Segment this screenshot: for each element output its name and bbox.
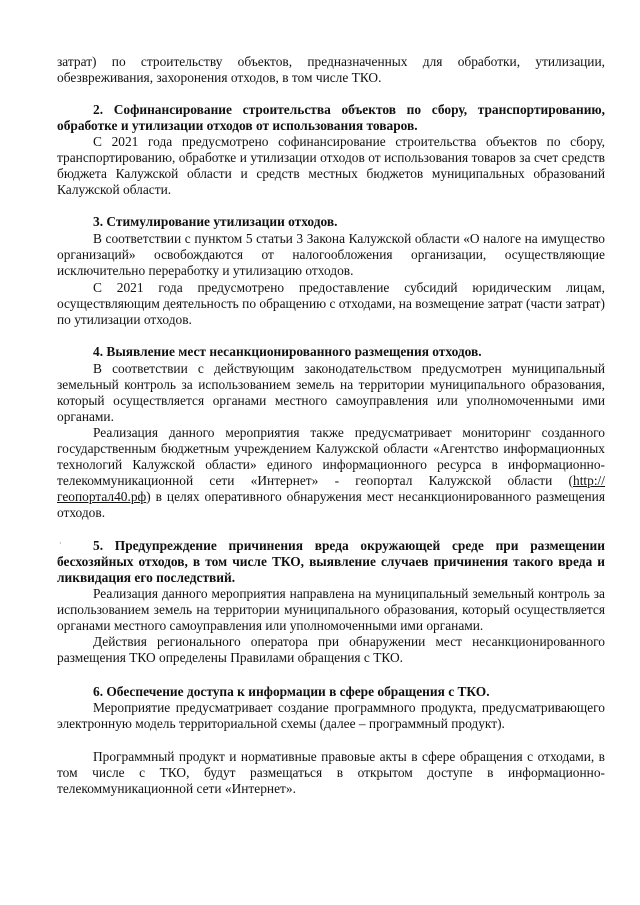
section-2-paragraph-1: С 2021 года предусмотрено софинансирование строительства объектов по сбору, транспортированию, обработке и утилизации отходов от использования товаров за счет средств бюджета Калужской области и средств местных бюджетов муниципальных образований Калужской области. — [57, 134, 605, 197]
section-3-paragraph-1: В соответствии с пунктом 5 статьи 3 Закона Калужской области «О налоге на имущество организаций» освобождаются от налогообложения организации, осуществляющие исключительно переработку и утилизацию отходов. — [57, 231, 605, 278]
section-6-heading: 6. Обеспечение доступа к информации в сфере обращения с ТКО. — [93, 684, 490, 699]
section-3-paragraph-2: С 2021 года предусмотрено предоставление субсидий юридическим лицам, осуществляющим деятельность по обращению с отходами, на возмещение затрат (части затрат) по утилизации отходов. — [57, 280, 605, 327]
section-5-paragraph-1: Реализация данного мероприятия направлена на муниципальный земельный контроль за использованием земель на территории муниципального образования, который осуществляется органами местного самоуправления или уполномоченными ими органами. — [57, 586, 605, 633]
section-6-paragraph-1: Мероприятие предусматривает создание программного продукта, предусматривающего электронную модель территориальной схемы (далее – программный продукт). — [57, 700, 605, 731]
scan-speck: · — [59, 539, 62, 548]
section-4-paragraph-2-text-b: ) в целях оперативного обнаружения мест несанкционированного размещения отходов. — [57, 489, 605, 520]
section-4-paragraph-1: В соответствии с действующим законодательством предусмотрен муниципальный земельный контроль за использованием земель на территории муниципального образования, который осуществляется органами местного самоуправления или уполномоченными ими органами. — [57, 361, 605, 424]
section-4-paragraph-2 — [57, 425, 605, 521]
section-5-heading: 5. Предупреждение причинения вреда окружающей среде при размещении бесхозяйных отходов, в том числе ТКО, выявление случаев причинения такого вреда и ликвидация его последствий. — [57, 538, 605, 585]
section-4-heading: 4. Выявление мест несанкционированного размещения отходов. — [93, 344, 482, 359]
section-6-paragraph-2: Программный продукт и нормативные правовые акты в сфере обращения с отходами, в том числе с ТКО, будут размещаться в открытом доступе в информационно-телекоммуникационной сети «Интернет». — [57, 749, 605, 796]
paragraph-continuation: затрат) по строительству объектов, предназначенных для обработки, утилизации, обезвреживания, захоронения отходов, в том числе ТКО. — [57, 54, 605, 85]
section-2-heading: 2. Софинансирование строительства объектов по сбору, транспортированию, обработке и утилизации отходов от использования товаров. — [57, 102, 605, 133]
section-3-heading: 3. Стимулирование утилизации отходов. — [93, 214, 338, 229]
section-5-paragraph-2: Действия регионального оператора при обнаружении мест несанкционированного размещения ТКО определены Правилами обращения с ТКО. — [57, 634, 605, 665]
geoportal-link[interactable]: http://геопортал40.рф — [57, 473, 605, 504]
section-4-paragraph-2-text-a: Реализация данного мероприятия также предусматривает мониторинг созданного государственным бюджетным учреждением Калужской области «Агентство информационных технологий Калужской области» единого информационного ресурса в информационно-телекоммуникационной сети «Интернет» - геопортал Калужской области ( — [57, 425, 605, 488]
